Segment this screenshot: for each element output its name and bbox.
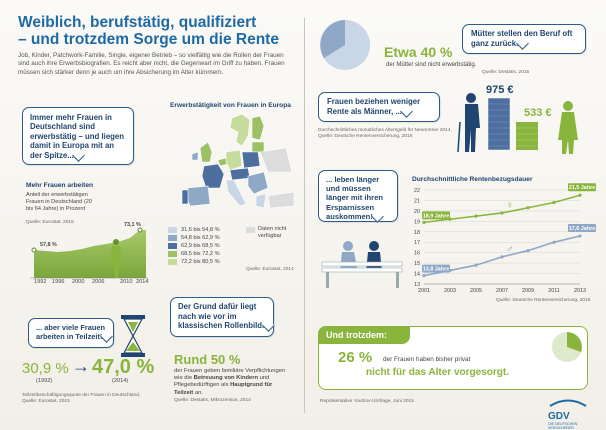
ytick-16: 16 [414, 250, 420, 257]
map-turkey [268, 192, 294, 208]
xtick-2013: 2013 [574, 288, 586, 294]
speech-bubble-savings: ... leben länger und müssen länger mit ihren Ersparnissen auskommen! [318, 170, 398, 222]
logo-arc-icon [548, 397, 588, 407]
map-ireland [192, 152, 198, 160]
map-portugal [182, 190, 188, 204]
hourglass-icon [120, 314, 146, 358]
xtick-2009: 2009 [522, 288, 534, 294]
chart-title: Durchschnittliche Rentenbezugsdauer [412, 176, 533, 183]
xtick-2014: 2014 [136, 279, 149, 285]
speech-bubble-role: Der Grund dafür liegt nach wie vor im klassischen Rollenbild. [170, 297, 274, 337]
despite-text-2: nicht für das Alter vorgesorgt. [366, 367, 509, 378]
xtick-2006: 2006 [92, 279, 105, 285]
map-east [260, 148, 292, 172]
ytick-14: 14 [414, 271, 420, 278]
parttime-arrow-icon: → [72, 356, 90, 376]
area-series [34, 230, 146, 278]
legend-label-1: 31,6 bis 54,8 % [181, 226, 220, 233]
series-symbol-0: ♀ [506, 199, 514, 211]
series-1-point-4 [526, 249, 529, 252]
speech-bubble-mothers: Mütter stellen den Beruf oft ganz zurück. [462, 24, 586, 54]
map-no-data-legend [246, 226, 298, 240]
parttime-source: Teilzeitbeschäftigungsquote der Frauen in Deutschland, Quelle: Eurostat, 2015 [22, 393, 141, 404]
map-spain [186, 186, 210, 206]
map-baltics [252, 142, 264, 152]
legend-swatch-5 [168, 259, 177, 265]
legend-swatch-3 [168, 243, 177, 249]
role-text: der Frauen geben familiäre Verpflichtungen wie die Betreuung von Kindern und Pflegebedürftigen als Hauptgrund für Teilzeit an. [174, 368, 286, 396]
xtick-2000: 2000 [72, 279, 85, 285]
legend-label-5: 72,2 bis 80,5 % [181, 258, 220, 265]
more-women-heading: Mehr Frauen arbeiten [26, 182, 94, 189]
legend-swatch-no-data [246, 227, 255, 233]
parttime-to-year: (2014) [112, 378, 129, 384]
mothers-text: der Mütter sind nicht erwerbstätig. [386, 62, 477, 68]
map-scandinavia [230, 114, 250, 146]
intro-text: Job, Kinder, Patchwork-Familie, Single, eigener Betrieb – so vielfältig wie die Rollen der Frauen sind auch ihre Erwerbsbiografien. Es reicht aber nicht, die Gegenwart im Griff zu haben. Frauen müssen sich stärker denn je auch um ihre Absicherung im Alter kümmern. [18, 52, 285, 76]
start-label-1: 13,8 Jahre [422, 266, 450, 273]
map-balkans [248, 172, 268, 194]
map-greece [256, 194, 266, 208]
ytick-13: 13 [414, 282, 420, 288]
map-legend [168, 226, 248, 266]
despite-pie-chart [550, 330, 584, 364]
xtick-2005: 2005 [470, 288, 482, 294]
parttime-from-value: 30,9 % [22, 360, 69, 377]
ytick-19: 19 [414, 219, 420, 226]
speech-bubble-more-women: Immer mehr Frauen in Deutschland sind erwerbstätig – und liegen damit in Europa mit an der Spitze... [22, 107, 134, 165]
map-finland [252, 116, 264, 140]
speech-bubble-parttime: ... aber viele Frauen arbeiten in Teilzeit! [28, 318, 114, 348]
series-0-point-4 [526, 206, 529, 209]
elderly-man-icon [456, 92, 490, 154]
legend-label-no-data: Daten nicht verfügbar [258, 226, 287, 239]
europe-map-heading: Erwerbstätigkeit von Frauen in Europa [170, 102, 291, 109]
role-value: Rund 50 % [174, 352, 241, 367]
ytick-15: 15 [414, 261, 420, 268]
series-0-point-6 [578, 194, 581, 197]
xtick-1996: 1996 [52, 279, 65, 285]
mothers-source: Quelle: Destatis, 2015 [482, 70, 530, 75]
map-germany [226, 150, 242, 170]
series-1-point-5 [552, 241, 555, 244]
despite-value: 26 % [338, 349, 373, 366]
xtick-2001: 2001 [418, 288, 430, 294]
pension-duration-line-chart [404, 184, 598, 300]
despite-text-1: der Frauen haben bisher privat [383, 356, 471, 363]
role-source: Quelle: Destatis, Mikrozensus, 2014 [174, 398, 251, 403]
legend-label-4: 68,5 bis 72,2 % [181, 250, 220, 257]
series-0-point-5 [552, 201, 555, 204]
pension-female-value: 533 € [524, 107, 552, 119]
start-label-0: 18,9 Jahre [422, 213, 450, 220]
legend-swatch-1 [168, 227, 177, 233]
coin-stacks-icon [486, 96, 556, 152]
parttime-from-year: (1992) [36, 378, 53, 384]
end-point [138, 228, 142, 232]
map-france [202, 164, 224, 188]
legend-label-2: 54,8 bis 62,9 % [181, 234, 220, 241]
map-italy [226, 180, 246, 206]
bench-couple-icon [318, 236, 406, 292]
europe-map [168, 112, 296, 220]
end-label: 73,1 % [124, 222, 141, 228]
start-point [32, 248, 36, 252]
xtick-2011: 2011 [548, 288, 560, 294]
series-0-point-3 [500, 211, 503, 214]
parttime-to-value: 47,0 % [92, 356, 155, 378]
series-0-point-0 [422, 221, 425, 224]
end-label-0: 21,5 Jahre [568, 185, 596, 192]
ytick-20: 20 [414, 208, 420, 215]
xtick-2010: 2010 [120, 279, 133, 285]
ytick-18: 18 [414, 229, 420, 236]
elderly-woman-icon [556, 100, 582, 154]
ytick-22: 22 [414, 188, 420, 194]
pension-source: Durchschnittliches monatliches Altersgeld für Neurentner 2014, Quelle: Deutsche Rentenversicherung, 2015 [318, 128, 452, 139]
xtick-2003: 2003 [444, 288, 456, 294]
page-title: Weiblich, berufstätig, qualifiziert – und trotzdem Sorge um die Rente [18, 14, 279, 48]
legend-swatch-2 [168, 235, 177, 241]
despite-banner: Und trotzdem: [318, 326, 410, 344]
xtick-2007: 2007 [496, 288, 508, 294]
gdv-logo: GDV DIE DEUTSCHEN VERSICHERER [548, 394, 600, 430]
series-symbol-1: ♂ [506, 243, 514, 255]
start-label: 57,8 % [40, 242, 57, 248]
legend-swatch-4 [168, 251, 177, 257]
ytick-21: 21 [414, 198, 420, 205]
europe-map-source: Quelle: Eurostat, 2014 [246, 267, 294, 272]
series-1-point-2 [474, 264, 477, 267]
map-poland [242, 152, 260, 168]
chart-source: Quelle: Deutsche Rentenversicherung, 2015 [496, 298, 591, 303]
column-divider [304, 18, 305, 413]
speech-bubble-pension: Frauen beziehen weniger Rente als Männer, ... [318, 92, 440, 122]
more-women-source: Quelle: Eurostat, 2015 [26, 220, 74, 225]
more-women-x-axis [26, 279, 152, 287]
series-1-point-3 [500, 255, 503, 258]
more-women-subtitle: Anteil der erwerbstätigen Frauen in Deutschland (20 bis 64 Jahre) in Prozent [26, 192, 92, 212]
series-1-point-6 [578, 234, 581, 237]
mothers-value: Etwa 40 % [384, 44, 453, 60]
xtick-1992: 1992 [34, 279, 47, 285]
end-label-1: 17,6 Jahre [568, 225, 596, 232]
map-uk [200, 142, 212, 162]
pension-male-value: 975 € [486, 84, 514, 96]
mothers-pie-chart [318, 18, 372, 72]
legend-label-3: 62,9 bis 68,5 % [181, 242, 220, 249]
series-1-point-0 [422, 274, 425, 277]
ytick-17: 17 [414, 240, 420, 247]
series-0-point-2 [474, 215, 477, 218]
despite-source: Repräsentative YouGov-Umfrage, Juni 2015 [320, 399, 414, 404]
map-central [230, 168, 250, 180]
